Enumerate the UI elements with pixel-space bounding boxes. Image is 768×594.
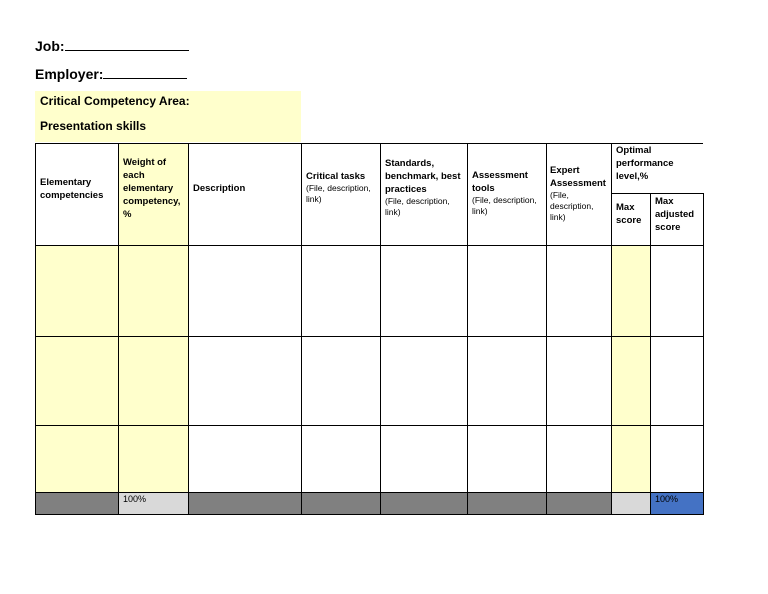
header-critical-tasks-title: Critical tasks: [306, 171, 366, 182]
row-1-bottom-border: [35, 336, 703, 337]
header-optimal-performance: Optimal performance level,%: [616, 145, 674, 182]
col-divider-description: [188, 143, 189, 515]
table-top-border-left: [35, 143, 611, 144]
header-max-adjusted-score: Max adjusted score: [655, 196, 695, 233]
header-expert-assessment: [550, 164, 608, 223]
header-expert-assessment-sub: (File, description, link): [550, 190, 594, 222]
col-divider-weight: [118, 143, 119, 515]
employer-input-line[interactable]: [103, 64, 187, 79]
elementary-column-fill: [35, 245, 118, 492]
row-3-bottom-border: [35, 492, 703, 493]
header-bottom-border: [35, 245, 703, 246]
adjusted-score-total: 100%: [655, 494, 679, 504]
col-divider-max-adjusted: [650, 193, 651, 515]
header-max-score: Max score: [616, 202, 642, 226]
employer-label: Employer:: [35, 66, 104, 82]
col-divider-critical: [301, 143, 302, 515]
header-description: Description: [193, 183, 246, 194]
col-divider-optimal: [611, 143, 612, 515]
max-score-column-fill: [611, 245, 650, 492]
header-elementary-competencies: Elementary competencies: [40, 177, 104, 201]
optimal-subheader-border: [611, 193, 703, 194]
col-divider-standards: [380, 143, 381, 515]
weight-total: 100%: [123, 494, 147, 504]
employer-field: [35, 64, 187, 82]
header-critical-tasks: [306, 170, 378, 205]
job-field: [35, 36, 189, 54]
header-assessment-tools-title: Assessment tools: [472, 170, 528, 194]
competency-area-value: Presentation skills: [40, 119, 147, 133]
competency-area-label: Critical Competency Area:: [40, 94, 190, 108]
table-bottom-border: [35, 514, 703, 515]
header-standards-title: Standards, benchmark, best practices: [385, 158, 461, 195]
col-divider-assessment: [467, 143, 468, 515]
col-divider-expert: [546, 143, 547, 515]
footer-max-score-cell: [611, 492, 650, 514]
table-right-border: [703, 193, 704, 515]
header-critical-tasks-sub: (File, description, link): [306, 183, 371, 204]
footer-elementary-cell: [35, 492, 118, 514]
footer-middle-cell: [188, 492, 611, 514]
row-2-bottom-border: [35, 425, 703, 426]
header-weight: Weight of each elementary competency, %: [123, 157, 181, 220]
header-standards-sub: (File, description, link): [385, 196, 450, 217]
header-expert-assessment-title: Expert Assessment: [550, 165, 606, 189]
job-input-line[interactable]: [65, 36, 189, 51]
job-label: Job:: [35, 38, 65, 54]
header-assessment-tools: [472, 169, 544, 217]
header-assessment-tools-sub: (File, description, link): [472, 195, 537, 216]
header-standards: [385, 157, 465, 218]
table-left-border: [35, 143, 36, 515]
